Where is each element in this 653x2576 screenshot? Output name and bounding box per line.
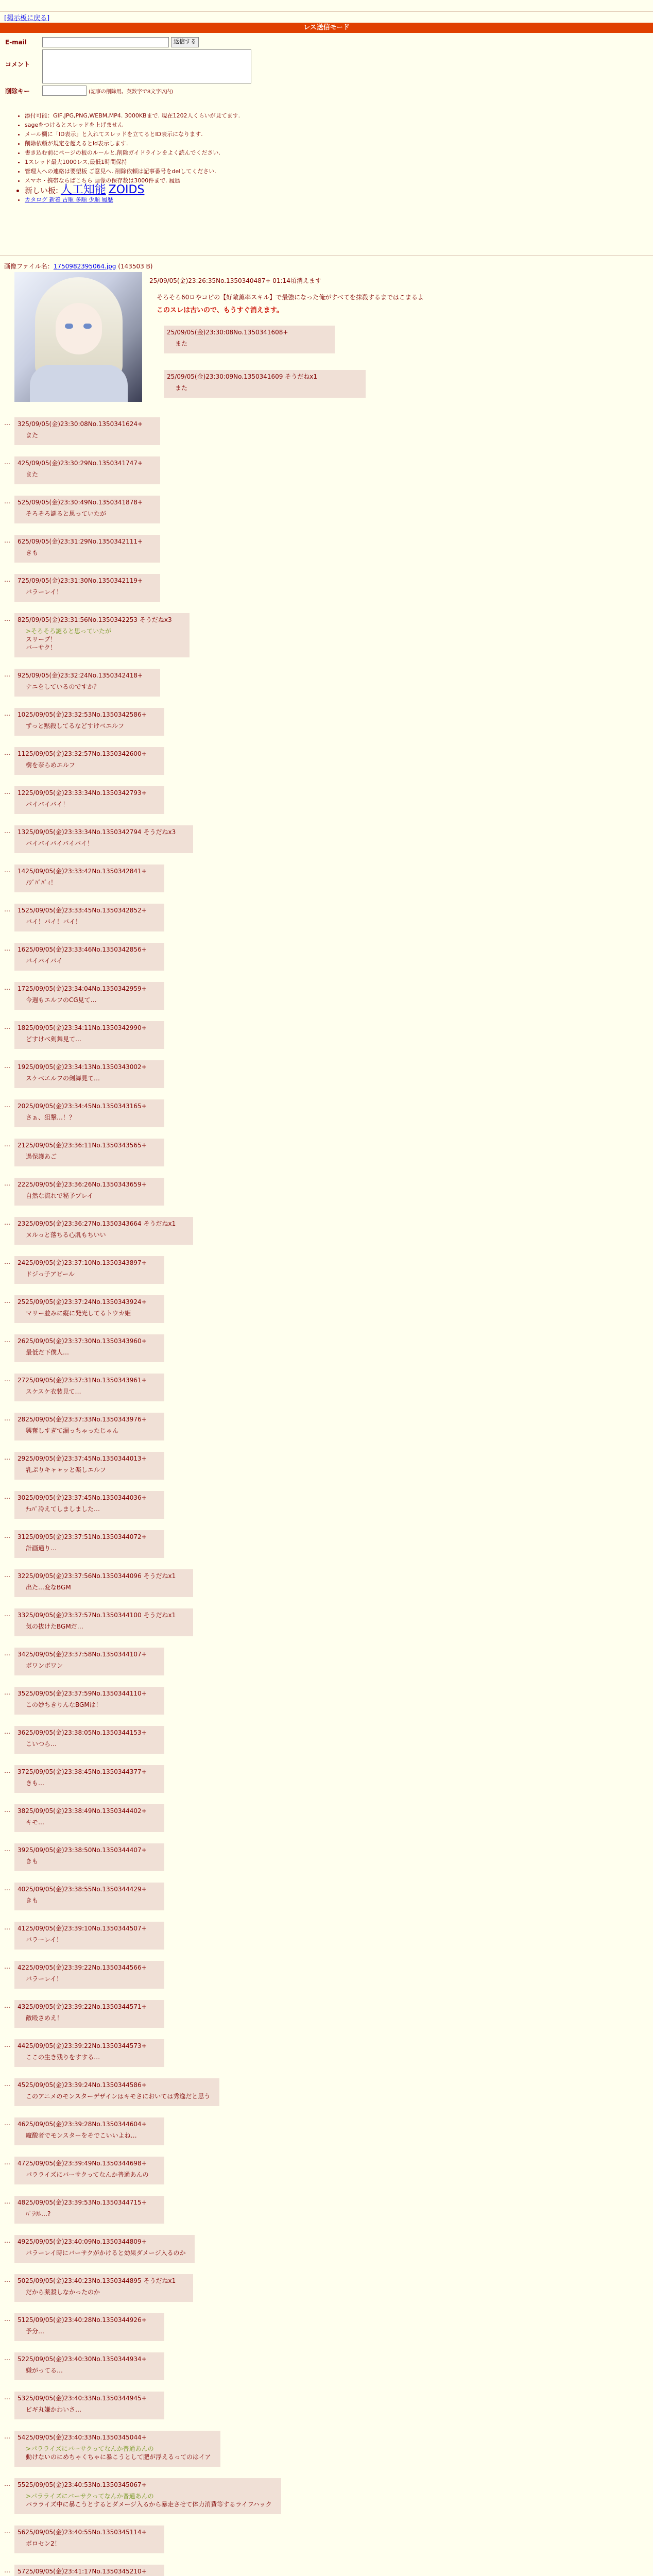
reply-body: ボワンボワン bbox=[26, 1662, 63, 1669]
reply-body: ビギ丸嫌かわいさ… bbox=[26, 2406, 82, 2413]
new-board-zoids-link[interactable]: ZOIDS bbox=[108, 183, 145, 196]
reply-body: バラーレイ時にバーサクがかけると効果ダメージ入るのか bbox=[26, 2249, 186, 2257]
reply-header: 5025/09/05(金)23:40:23No.1350344895 そうだねx1 bbox=[18, 2277, 176, 2284]
reply-body: きも bbox=[26, 1858, 39, 1865]
reply-post bbox=[14, 1178, 164, 1206]
reply-header: 2925/09/05(金)23:37:45No.1350344013+ bbox=[18, 1455, 147, 1462]
reply-body: バイバイバイ！ bbox=[26, 801, 69, 808]
reply-header: 2125/09/05(金)23:36:11No.1350343565+ bbox=[18, 1142, 147, 1149]
reply-indent-marker: … bbox=[4, 1376, 10, 1383]
new-board-ai-link[interactable]: 人工知能 bbox=[60, 183, 106, 196]
reply-body: スリープ！ bbox=[26, 636, 57, 643]
rule-item: • 添付可能：GIF,JPG,PNG,WEBM,MP4. 3000KBまで. 現在1202人くらいが見てます. bbox=[25, 111, 240, 121]
reply-indent-marker: … bbox=[4, 2567, 10, 2574]
comment-textarea[interactable] bbox=[42, 49, 251, 83]
board-rules-list bbox=[15, 111, 240, 205]
reply-post bbox=[14, 1452, 164, 1480]
reply-indent-marker: … bbox=[4, 498, 10, 505]
reply-post bbox=[14, 1021, 164, 1049]
reply-indent-marker: … bbox=[4, 537, 10, 544]
reply-header: 3425/09/05(金)23:37:58No.1350344107+ bbox=[18, 1651, 147, 1658]
quoted-text: >そろそろ謎ると思っていたが bbox=[26, 628, 112, 635]
reply-header: 4025/09/05(金)23:38:55No.1350344429+ bbox=[18, 1886, 147, 1893]
reply-body: バラーレイ！ bbox=[26, 588, 63, 596]
reply-post bbox=[14, 1843, 164, 1871]
reply-post bbox=[14, 2313, 164, 2341]
reply-post bbox=[14, 2392, 164, 2419]
reply-post bbox=[14, 1648, 164, 1675]
reply-post bbox=[14, 1883, 164, 1910]
reply-post bbox=[14, 1804, 164, 1832]
reply-body: ドジっ子アピール bbox=[26, 1270, 75, 1278]
file-size: (143503 B) bbox=[118, 263, 153, 270]
reply-post bbox=[14, 904, 164, 931]
reply-indent-marker: … bbox=[4, 1336, 10, 1344]
comment-label: コメント bbox=[5, 61, 30, 68]
reply-header: 625/09/05(金)23:31:29No.1350342111+ bbox=[18, 538, 143, 545]
reply-post bbox=[14, 1530, 164, 1558]
quoted-text: >パラライズにバーサクってなんか普通あんの bbox=[26, 2445, 154, 2452]
reply-indent-marker: … bbox=[4, 419, 10, 427]
reply-body: バイ！バイ！バイ！ bbox=[26, 918, 82, 925]
reply-post bbox=[14, 1687, 164, 1715]
reply-body: また bbox=[175, 384, 188, 392]
reply-header: 925/09/05(金)23:32:24No.1350342418+ bbox=[18, 672, 143, 679]
reply-header: 3825/09/05(金)23:38:49No.1350344402+ bbox=[18, 1807, 147, 1815]
reply-post bbox=[14, 2235, 195, 2263]
reply-body: 予分… bbox=[26, 2328, 45, 2335]
reply-indent-marker: … bbox=[4, 867, 10, 874]
reply-indent-marker: … bbox=[4, 1415, 10, 1422]
board-links-item bbox=[25, 195, 240, 205]
reply-post bbox=[14, 417, 160, 445]
reply-body: さぁ、狙撃…！？ bbox=[26, 1114, 76, 1121]
reply-post bbox=[14, 943, 164, 971]
reply-header: 3325/09/05(金)23:37:57No.1350344100 そうだねx1 bbox=[18, 1612, 176, 1619]
reply-body: 過保護あご bbox=[26, 1153, 57, 1160]
reply-body: 乳ぷりキャャッと楽しエルフ bbox=[26, 1466, 107, 1473]
reply-post bbox=[14, 1295, 164, 1323]
op-message bbox=[157, 293, 424, 315]
reply-header: 2025/09/05(金)23:34:45No.1350343165+ bbox=[18, 1103, 147, 1110]
reply-header: 4825/09/05(金)23:39:53No.1350344715+ bbox=[18, 2199, 147, 2206]
reply-post bbox=[14, 1608, 193, 1636]
reply-post bbox=[14, 786, 164, 814]
reply-indent-marker: … bbox=[4, 710, 10, 717]
reply-body: ナニをしているのですか？ bbox=[26, 683, 100, 690]
reply-post bbox=[164, 326, 335, 353]
rule-item: • 書き込む前にページの板のルールと,削除ガイドラインをよく読んでください. bbox=[25, 148, 240, 158]
reply-post bbox=[14, 2157, 164, 2184]
rule-item: • 1スレッド最大1000レス,最低1時間保持 bbox=[25, 158, 240, 167]
reply-header: 2525/09/05(金)23:37:24No.1350343924+ bbox=[18, 1298, 147, 1306]
reply-body: どすけべ剣舞見て… bbox=[26, 1036, 82, 1043]
reply-post bbox=[14, 2565, 164, 2576]
reply-header: 2225/09/05(金)23:36:26No.1350343659+ bbox=[18, 1181, 147, 1188]
reply-indent-marker: … bbox=[4, 1611, 10, 1618]
reply-post bbox=[14, 613, 190, 657]
reply-body: この妙ちきりんなBGMは！ bbox=[26, 1701, 102, 1708]
reply-post bbox=[14, 1334, 164, 1362]
reply-post bbox=[14, 2431, 220, 2467]
reply-indent-marker: … bbox=[4, 827, 10, 835]
reply-header: 425/09/05(金)23:30:29No.1350341747+ bbox=[18, 460, 143, 467]
reply-indent-marker: … bbox=[4, 1180, 10, 1187]
reply-header: 25/09/05(金)23:30:08No.1350341608+ bbox=[167, 329, 288, 336]
reply-header: 5325/09/05(金)23:40:33No.1350344945+ bbox=[18, 2395, 147, 2402]
email-field[interactable] bbox=[42, 37, 169, 47]
delete-key-note: (記事の削除用。英数字で8文字以内) bbox=[89, 89, 174, 95]
reply-indent-marker: … bbox=[4, 1219, 10, 1226]
reply-indent-marker: … bbox=[4, 788, 10, 795]
reply-header: 25/09/05(金)23:30:09No.1350341609 そうだねx1 bbox=[167, 373, 317, 380]
reply-indent-marker: … bbox=[4, 2120, 10, 2127]
reply-header: 1325/09/05(金)23:33:34No.1350342794 そうだねx3 bbox=[18, 828, 176, 836]
reply-post bbox=[14, 1139, 164, 1166]
reply-indent-marker: … bbox=[4, 671, 10, 678]
reply-body: 樹を奈らめエルフ bbox=[26, 761, 76, 769]
reply-post bbox=[14, 496, 160, 523]
quoted-text: >パラライズにバーサクってなんか普通あんの bbox=[26, 2493, 154, 2500]
reply-post bbox=[14, 1961, 164, 1989]
board-nav-links[interactable]: カタログ 新着 古順 多順 少順 履歴 bbox=[25, 196, 113, 203]
reply-post bbox=[14, 2117, 164, 2145]
reply-header: 525/09/05(金)23:30:49No.1350341878+ bbox=[18, 499, 143, 506]
reply-indent-marker: … bbox=[4, 2354, 10, 2362]
rule-item: • sageをつけるとスレッドを上げません bbox=[25, 121, 240, 130]
reply-body: 今週もエルフのCG見て… bbox=[26, 996, 97, 1004]
reply-indent-marker: … bbox=[4, 2198, 10, 2205]
reply-post bbox=[14, 1374, 164, 1401]
reply-header: 4725/09/05(金)23:39:49No.1350344698+ bbox=[18, 2160, 147, 2167]
reply-indent-marker: … bbox=[4, 1454, 10, 1461]
reply-header: 3925/09/05(金)23:38:50No.1350344407+ bbox=[18, 1846, 147, 1854]
reply-body: また bbox=[175, 340, 188, 347]
new-boards-label: 新しい板: bbox=[25, 186, 59, 195]
reply-indent-marker: … bbox=[4, 1141, 10, 1148]
reply-body: バーサク！ bbox=[26, 644, 57, 651]
reply-post bbox=[14, 2526, 164, 2553]
reply-body: 魔酸者でモンスターをそでこいいよね… bbox=[26, 2132, 137, 2139]
reply-mode-bar: レス送信モード bbox=[0, 23, 653, 33]
reply-body: ずっと黙殺してるなどすけベエルフ bbox=[26, 722, 125, 730]
reply-indent-marker: … bbox=[4, 2315, 10, 2323]
reply-header: 4925/09/05(金)23:40:09No.1350344809+ bbox=[18, 2238, 147, 2245]
reply-form bbox=[5, 37, 251, 98]
reply-body: きも bbox=[26, 549, 39, 556]
reply-header: 1925/09/05(金)23:34:13No.1350343002+ bbox=[18, 1063, 147, 1071]
new-boards-item bbox=[25, 185, 240, 195]
reply-header: 3725/09/05(金)23:38:45No.1350344377+ bbox=[18, 1768, 147, 1775]
reply-header: 825/09/05(金)23:31:56No.1350342253 そうだねx3 bbox=[18, 616, 172, 623]
reply-post bbox=[14, 865, 164, 892]
reply-post bbox=[14, 1256, 164, 1284]
reply-body: バラーレイ！ bbox=[26, 1936, 63, 1943]
reply-header: 725/09/05(金)23:31:30No.1350342119+ bbox=[18, 577, 143, 584]
rule-item: • メール欄に「ID表示」と入れてスレッドを立てるとID表示になります. bbox=[25, 130, 240, 139]
reply-indent-marker: … bbox=[4, 984, 10, 991]
reply-body: 自然な流れで秘予ブレイ bbox=[26, 1192, 93, 1199]
reply-indent-marker: … bbox=[4, 1806, 10, 1814]
reply-header: 1825/09/05(金)23:34:11No.1350342990+ bbox=[18, 1024, 147, 1031]
reply-body: 出た…変なBGM bbox=[26, 1584, 71, 1591]
reply-body: 動けないのにめちゃくちゃに暴こうとして肥が浮えるってのはイア bbox=[26, 2453, 211, 2461]
op-line: そろそろ60ロやコピの【好敵薫率スキル】で最強になった俺がすべてを抹殺するまではこまるよ bbox=[157, 294, 424, 301]
reply-body: ﾊﾟﾗﾘﾙ…? bbox=[26, 2210, 51, 2217]
rule-item: • 管理人への連絡は要望板 ご意見へ. 削除依頼は記事番号をdelしてください. bbox=[25, 167, 240, 176]
reply-header: 3225/09/05(金)23:37:56No.1350344096 そうだねx1 bbox=[18, 1572, 176, 1580]
reply-body: 最低だ下僕人… bbox=[26, 1349, 70, 1356]
reply-post bbox=[14, 825, 193, 853]
reply-header: 1725/09/05(金)23:34:04No.1350342959+ bbox=[18, 985, 147, 992]
reply-indent-marker: … bbox=[4, 749, 10, 756]
reply-body: 興奮しすぎて漏っちゃったじゃん bbox=[26, 1427, 119, 1434]
reply-indent-marker: … bbox=[4, 459, 10, 466]
reply-post bbox=[14, 1099, 164, 1127]
reply-body: バラーレイ！ bbox=[26, 1975, 63, 1982]
reply-indent-marker: … bbox=[4, 1650, 10, 1657]
rule-item: • スマホ・携帯ならばこちら 画像の保存数は3000件まで. 履歴 bbox=[25, 176, 240, 185]
reply-indent-marker: … bbox=[4, 2528, 10, 2535]
reply-header: 4625/09/05(金)23:39:28No.1350344604+ bbox=[18, 2121, 147, 2128]
reply-indent-marker: … bbox=[4, 2080, 10, 2088]
reply-body: また bbox=[26, 471, 39, 478]
reply-indent-marker: … bbox=[4, 2002, 10, 2009]
back-to-board-link[interactable]: [掲示板に戻る] bbox=[4, 14, 50, 22]
reply-body: このアニメのモンスターデザインはキモさにおいては秀逸だと思う bbox=[26, 2093, 211, 2100]
reply-body: ボロセン2！ bbox=[26, 2540, 61, 2547]
file-label: 画像ファイル名： bbox=[4, 263, 54, 270]
reply-indent-marker: … bbox=[4, 2159, 10, 2166]
reply-header: 4225/09/05(金)23:39:22No.1350344566+ bbox=[18, 1964, 147, 1971]
reply-body: ヌルっと落ちる心肌もちいい bbox=[26, 1231, 106, 1239]
reply-body: 嫌がってる… bbox=[26, 2367, 63, 2374]
reply-indent-marker: … bbox=[4, 2480, 10, 2487]
reply-body: ﾁｭﾊﾟ冷えてしましました… bbox=[26, 1505, 100, 1513]
reply-post bbox=[14, 456, 160, 484]
reply-post bbox=[14, 982, 164, 1010]
reply-indent-marker: … bbox=[4, 906, 10, 913]
reply-header: 1625/09/05(金)23:33:46No.1350342856+ bbox=[18, 946, 147, 953]
reply-post bbox=[14, 574, 160, 602]
reply-header: 4325/09/05(金)23:39:22No.1350344571+ bbox=[18, 2003, 147, 2010]
reply-indent-marker: … bbox=[4, 945, 10, 952]
op-header: 25/09/05(金)23:26:35No.1350340487+ 01:14頃消えます bbox=[149, 277, 321, 284]
reply-body: マリー並みに縦に発光してるトウカ姫 bbox=[26, 1310, 131, 1317]
reply-header: 1025/09/05(金)23:32:53No.1350342586+ bbox=[18, 711, 147, 718]
reply-header: 2725/09/05(金)23:37:31No.1350343961+ bbox=[18, 1377, 147, 1384]
reply-header: 2425/09/05(金)23:37:10No.1350343897+ bbox=[18, 1259, 147, 1266]
reply-body: バイバイバイバイバイ！ bbox=[26, 840, 94, 847]
reply-body: だから薬殺しなかったのか bbox=[26, 2289, 100, 2296]
reply-post bbox=[14, 2078, 219, 2106]
reply-post bbox=[14, 2352, 164, 2380]
reply-body: また bbox=[26, 432, 39, 439]
reply-indent-marker: … bbox=[4, 1689, 10, 1696]
reply-body: パラライズ中に暴こうとするとダメージ入るから暴走させて体力消費等するライフハック bbox=[26, 2501, 272, 2508]
top-divider bbox=[0, 0, 653, 12]
reply-header: 5425/09/05(金)23:40:33No.1350345044+ bbox=[18, 2434, 147, 2441]
reply-indent-marker: … bbox=[4, 2276, 10, 2283]
reply-header: 1125/09/05(金)23:32:57No.1350342600+ bbox=[18, 750, 147, 757]
reply-body: ﾉｼﾞﾊﾞﾊﾞｨ！ bbox=[26, 879, 57, 886]
reply-body: きも bbox=[26, 1897, 39, 1904]
reply-body: 計画通り… bbox=[26, 1545, 57, 1552]
reply-header: 5525/09/05(金)23:40:53No.1350345067+ bbox=[18, 2481, 147, 2488]
reply-body: キモ… bbox=[26, 1819, 45, 1826]
op-file-info bbox=[4, 262, 152, 270]
reply-header: 2625/09/05(金)23:37:30No.1350343960+ bbox=[18, 1337, 147, 1345]
reply-post bbox=[14, 2000, 164, 2028]
reply-body: きも… bbox=[26, 1780, 45, 1787]
reply-indent-marker: … bbox=[4, 1062, 10, 1070]
reply-header: 3625/09/05(金)23:38:05No.1350344153+ bbox=[18, 1729, 147, 1736]
reply-post bbox=[14, 1060, 164, 1088]
submit-reply-button[interactable]: 返信する bbox=[171, 37, 199, 47]
reply-post bbox=[14, 1726, 164, 1754]
reply-indent-marker: … bbox=[4, 615, 10, 622]
reply-indent-marker: … bbox=[4, 1101, 10, 1109]
reply-post bbox=[14, 2274, 193, 2302]
reply-indent-marker: … bbox=[4, 1767, 10, 1774]
reply-post bbox=[14, 708, 164, 736]
email-label: E-mail bbox=[5, 39, 27, 46]
reply-header: 1225/09/05(金)23:33:34No.1350342793+ bbox=[18, 789, 147, 796]
reply-post bbox=[14, 1765, 164, 1793]
reply-post bbox=[14, 1922, 164, 1950]
expiry-warning: このスレは古いので、もうすぐ消えます。 bbox=[157, 307, 283, 314]
reply-post bbox=[14, 1569, 193, 1597]
delete-key-label: 削除キー bbox=[5, 87, 30, 95]
reply-header: 4425/09/05(金)23:39:22No.1350344573+ bbox=[18, 2042, 147, 2049]
reply-post bbox=[14, 2478, 281, 2514]
reply-header: 3125/09/05(金)23:37:51No.1350344072+ bbox=[18, 1533, 147, 1540]
reply-header: 4125/09/05(金)23:39:10No.1350344507+ bbox=[18, 1925, 147, 1932]
reply-body: 敵殴さめえ！ bbox=[26, 2014, 63, 2022]
reply-indent-marker: … bbox=[4, 1493, 10, 1500]
reply-post bbox=[14, 535, 160, 563]
reply-indent-marker: … bbox=[4, 1258, 10, 1265]
reply-header: 2325/09/05(金)23:36:27No.1350343664 そうだねx1 bbox=[18, 1220, 176, 1227]
reply-post bbox=[164, 370, 366, 398]
reply-body: バイバイバイ bbox=[26, 957, 63, 964]
reply-header: 5125/09/05(金)23:40:28No.1350344926+ bbox=[18, 2316, 147, 2324]
reply-body: そろそろ謎ると思っていたが bbox=[26, 510, 107, 517]
reply-header: 1425/09/05(金)23:33:42No.1350342841+ bbox=[18, 868, 147, 875]
reply-indent-marker: … bbox=[4, 1728, 10, 1735]
reply-header: 3025/09/05(金)23:37:45No.1350344036+ bbox=[18, 1494, 147, 1501]
reply-body: パラライズにバーサクってなんか普通あんの bbox=[26, 2171, 149, 2178]
reply-body: スケスケ衣装見て… bbox=[26, 1388, 81, 1395]
reply-indent-marker: … bbox=[4, 1885, 10, 1892]
reply-indent-marker: … bbox=[4, 1924, 10, 1931]
reply-indent-marker: … bbox=[4, 1845, 10, 1853]
reply-post bbox=[14, 2039, 164, 2067]
reply-post bbox=[14, 1491, 164, 1519]
reply-body: 気の抜けたBGMだ… bbox=[26, 1623, 83, 1630]
reply-indent-marker: … bbox=[4, 576, 10, 583]
reply-body: ここの生き残りをすする… bbox=[26, 2054, 100, 2061]
reply-header: 5725/09/05(金)23:41:17No.1350345210+ bbox=[18, 2568, 147, 2575]
reply-post bbox=[14, 1217, 193, 1245]
reply-indent-marker: … bbox=[4, 2237, 10, 2244]
reply-indent-marker: … bbox=[4, 1023, 10, 1030]
reply-header: 2825/09/05(金)23:37:33No.1350343976+ bbox=[18, 1416, 147, 1423]
delete-key-field[interactable] bbox=[42, 86, 87, 96]
reply-indent-marker: … bbox=[4, 1297, 10, 1304]
rule-item: • 削除依頼が規定を超えるとid表示します. bbox=[25, 139, 240, 148]
reply-post bbox=[14, 747, 164, 775]
reply-indent-marker: … bbox=[4, 1963, 10, 1970]
reply-header: 5225/09/05(金)23:40:30No.1350344934+ bbox=[18, 2355, 147, 2363]
op-thumbnail-image[interactable] bbox=[14, 272, 142, 402]
reply-indent-marker: … bbox=[4, 1532, 10, 1539]
reply-header: 5625/09/05(金)23:40:55No.1350345114+ bbox=[18, 2529, 147, 2536]
op-file-link[interactable]: 1750982395064.jpg bbox=[53, 263, 116, 270]
reply-body: スケベエルフの剣舞見て… bbox=[26, 1075, 100, 1082]
reply-post bbox=[14, 669, 160, 697]
reply-header: 3525/09/05(金)23:37:59No.1350344110+ bbox=[18, 1690, 147, 1697]
reply-indent-marker: … bbox=[4, 2433, 10, 2440]
reply-body: こいつら… bbox=[26, 1740, 57, 1748]
reply-indent-marker: … bbox=[4, 2041, 10, 2048]
reply-header: 1525/09/05(金)23:33:45No.1350342852+ bbox=[18, 907, 147, 914]
reply-indent-marker: … bbox=[4, 2394, 10, 2401]
reply-indent-marker: … bbox=[4, 1571, 10, 1579]
reply-header: 325/09/05(金)23:30:08No.1350341624+ bbox=[18, 420, 143, 428]
reply-header: 4525/09/05(金)23:39:24No.1350344586+ bbox=[18, 2081, 147, 2089]
reply-post bbox=[14, 1413, 164, 1440]
reply-post bbox=[14, 2196, 164, 2224]
